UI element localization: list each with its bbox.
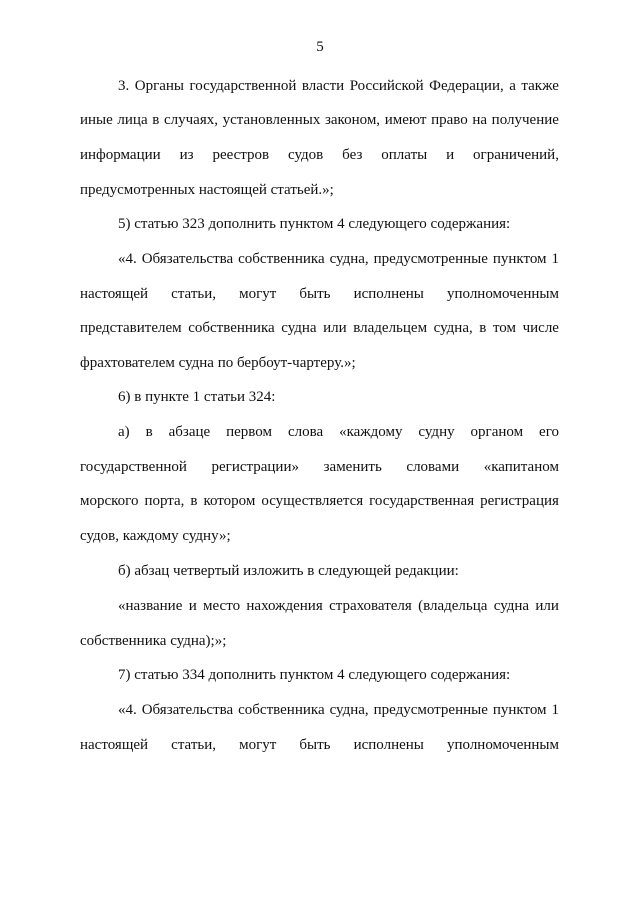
word: имеют (384, 112, 427, 128)
word: исполнены (353, 286, 424, 302)
word: случаях, (163, 112, 218, 128)
word: государственная (369, 493, 475, 509)
text-line (118, 249, 559, 269)
word: судна, (329, 702, 369, 718)
text-line: собственника судна);»; (80, 633, 227, 649)
word: (владельца (418, 598, 488, 614)
word: порта, (144, 493, 185, 509)
word: представителем (80, 320, 182, 336)
word: судну (418, 424, 455, 440)
word: получение (491, 112, 559, 128)
word: могут (239, 286, 277, 302)
word: статьи, (171, 737, 216, 753)
word: право (431, 112, 468, 128)
word: настоящей (80, 286, 149, 302)
word: пунктом (492, 251, 547, 267)
text-line (118, 76, 559, 96)
word: морского (80, 493, 139, 509)
word: 1 (551, 702, 559, 718)
word: числе (522, 320, 559, 336)
word: уполномоченным (446, 286, 559, 302)
text-line: предусмотренных настоящей статьей.»; (80, 182, 334, 198)
word: или (535, 598, 559, 614)
word: предусмотренные (373, 702, 488, 718)
text-line (80, 318, 559, 338)
word: осуществляется (261, 493, 364, 509)
text-line (80, 735, 559, 755)
word: на (472, 112, 488, 128)
word: заменить (323, 459, 382, 475)
word: судна (281, 320, 317, 336)
word: оплаты (381, 147, 428, 163)
page-number: 5 (316, 39, 324, 55)
word: статьи, (171, 286, 216, 302)
word: быть (299, 737, 331, 753)
text-line: 6) в пункте 1 статьи 324: (118, 389, 276, 405)
word: а (509, 78, 516, 94)
word: «каждому (339, 424, 403, 440)
word: страхователя (329, 598, 412, 614)
word: первом (226, 424, 272, 440)
word: котором (203, 493, 256, 509)
word: судов (288, 147, 324, 163)
text-line: судов, каждому судну»; (80, 528, 231, 544)
text-line (80, 491, 559, 511)
word: и (188, 598, 197, 614)
word: нахождения (246, 598, 323, 614)
word: в (190, 493, 198, 509)
word: место (203, 598, 241, 614)
word: в (145, 424, 153, 440)
word: 1 (551, 251, 559, 267)
word: Обязательства (141, 702, 234, 718)
word: исполнены (353, 737, 424, 753)
text-line (80, 145, 559, 165)
word: предусмотренные (373, 251, 488, 267)
word: или (323, 320, 347, 336)
word: судна, (329, 251, 369, 267)
word: 3. (118, 78, 130, 94)
word: его (539, 424, 559, 440)
word: собственника (238, 702, 325, 718)
word: регистрация (480, 493, 559, 509)
word: также (521, 78, 559, 94)
word: а) (118, 424, 130, 440)
text-line: 5) статью 323 дополнить пунктом 4 следующего содержания: (118, 216, 511, 232)
word: Обязательства (141, 251, 234, 267)
word: Российской (349, 78, 424, 94)
word: собственника (238, 251, 325, 267)
word: информации (80, 147, 161, 163)
word: из (179, 147, 194, 163)
word: власти (301, 78, 345, 94)
word: реестров (212, 147, 270, 163)
word: лица (117, 112, 148, 128)
word: государственной (189, 78, 297, 94)
text-line (118, 700, 559, 720)
text-line (80, 110, 559, 130)
word: словами (406, 459, 460, 475)
word: ограничений, (473, 147, 559, 163)
word: без (342, 147, 363, 163)
word: том (492, 320, 517, 336)
word: пунктом (492, 702, 547, 718)
text-line (80, 284, 559, 304)
word: государственной (80, 459, 187, 475)
word: законом, (324, 112, 381, 128)
word: могут (239, 737, 277, 753)
text-line (118, 596, 559, 616)
word: и (446, 147, 455, 163)
word: Органы (134, 78, 184, 94)
word: настоящей (80, 737, 149, 753)
word: «название (118, 598, 183, 614)
word: судна (493, 598, 530, 614)
word: абзаце (168, 424, 211, 440)
text-line: 7) статью 334 дополнить пунктом 4 следующего содержания: (118, 667, 511, 683)
word: «капитаном (483, 459, 559, 475)
text-line: фрахтователем судна по бербоут-чартеру.»; (80, 355, 356, 371)
word: в (479, 320, 487, 336)
text-line: б) абзац четвертый изложить в следующей редакции: (118, 563, 459, 579)
word: регистрации» (211, 459, 299, 475)
word: быть (299, 286, 331, 302)
word: органом (470, 424, 524, 440)
word: «4. (118, 702, 137, 718)
word: иные (80, 112, 113, 128)
word: судна, (433, 320, 473, 336)
word: Федерации, (429, 78, 504, 94)
word: установленных (222, 112, 321, 128)
word: собственника (188, 320, 275, 336)
word: владельцем (353, 320, 428, 336)
word: «4. (118, 251, 137, 267)
word: уполномоченным (446, 737, 559, 753)
word: слова (287, 424, 324, 440)
text-line (118, 422, 559, 442)
text-line (80, 457, 559, 477)
word: в (152, 112, 160, 128)
